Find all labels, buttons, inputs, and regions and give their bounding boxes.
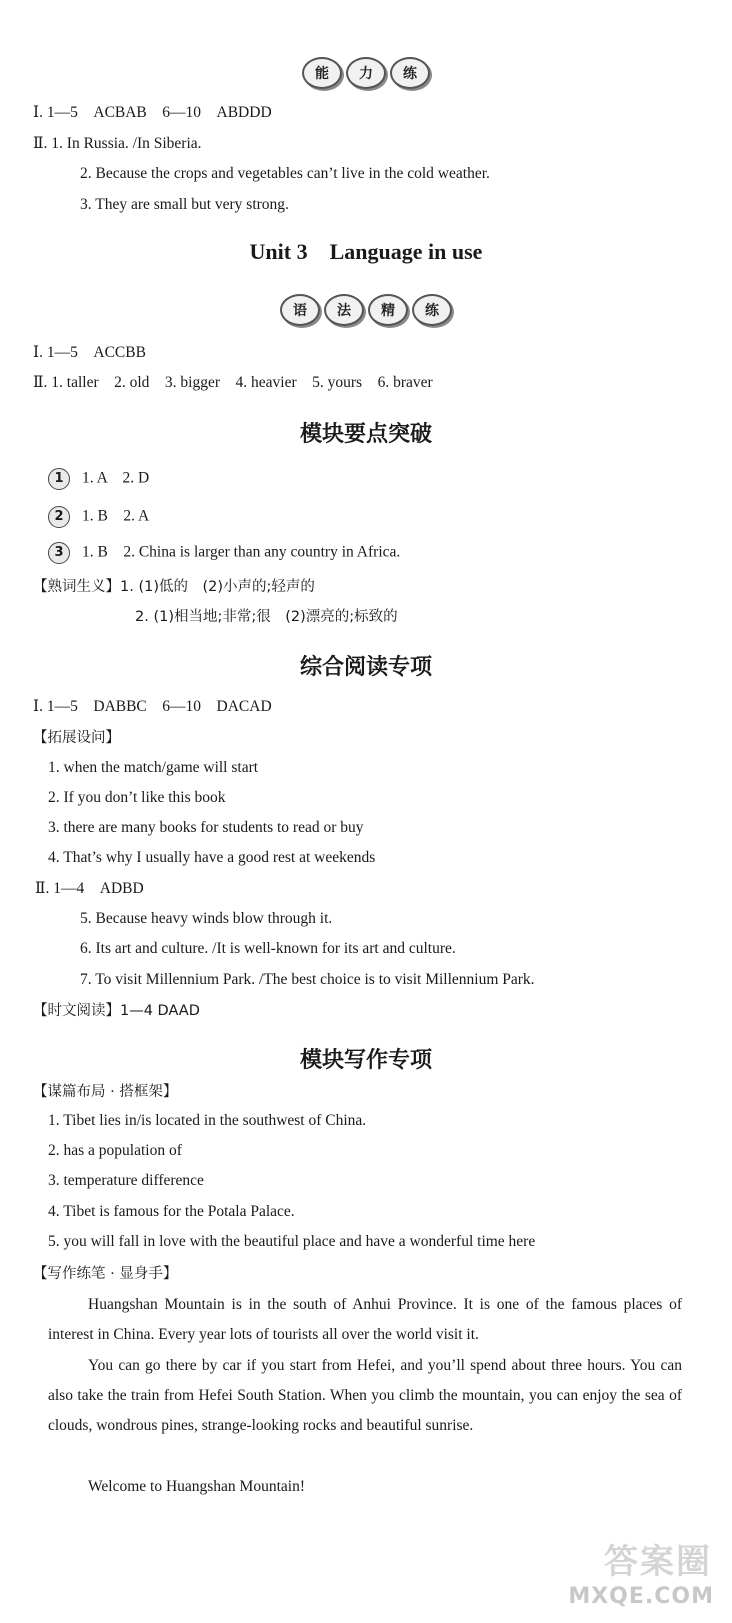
point-1-text: 1. A 2. D	[82, 469, 150, 487]
grammar-practice-header	[0, 294, 732, 326]
ability-line-3: 2. Because the crops and vegetables can’t live in the cold weather.	[80, 165, 490, 182]
unit-title: Unit 3 Language in use	[249, 239, 483, 264]
point-1	[48, 468, 149, 490]
vocab-label: 【熟词生义】	[33, 579, 120, 595]
frame-2: 2. has a population of	[48, 1142, 182, 1159]
essay-paragraph-2: You can go there by car if you start from Hefei, and you’ll spend about three hours. You can also take the train from Hefei South Station. When you climb the mountain, you can enjoy the sea of clouds, wondrous pines, strange-looking rocks and beautiful sunrise.	[48, 1357, 682, 1434]
point-3	[48, 542, 400, 564]
point-2-text: 1. B 2. A	[82, 507, 150, 525]
frame-3: 3. temperature difference	[48, 1172, 204, 1189]
reading-q6: 6. Its art and culture. /It is well-known for its art and culture.	[80, 940, 456, 957]
vocab-item-2: 2. (1)相当地;非常;很 (2)漂亮的;标致的	[135, 609, 398, 625]
frame-label: 【谋篇布局 · 搭框架】	[33, 1084, 178, 1100]
extension-q4: 4. That’s why I usually have a good rest at weekends	[48, 849, 376, 866]
watermark-logo-text: 答案圈	[604, 1542, 712, 1582]
grammar-badge-3: 精	[368, 294, 408, 326]
news-label: 【时文阅读】	[33, 1003, 120, 1019]
grammar-badge-4: 练	[412, 294, 452, 326]
ability-badge-2: 力	[346, 57, 386, 89]
extension-q1: 1. when the match/game will start	[48, 759, 259, 776]
grammar-line-1: Ⅰ. 1—5 ACCBB	[33, 344, 146, 361]
essay-paragraph-3: Welcome to Huangshan Mountain!	[88, 1478, 305, 1495]
frame-1: 1. Tibet lies in/is located in the southwest of China.	[48, 1112, 367, 1129]
grammar-badge-2: 法	[324, 294, 364, 326]
reading-q7: 7. To visit Millennium Park. /The best choice is to visit Millennium Park.	[80, 971, 535, 988]
extension-q3: 3. there are many books for students to read or buy	[48, 819, 364, 836]
module-points-title: 模块要点突破	[299, 421, 432, 447]
practice-label: 【写作练笔 · 显身手】	[33, 1266, 178, 1282]
circled-number-3: 3	[48, 542, 70, 564]
ability-line-2: Ⅱ. 1. In Russia. /In Siberia.	[33, 135, 202, 152]
ability-badge-3: 练	[390, 57, 430, 89]
ability-line-1: Ⅰ. 1—5 ACBAB 6—10 ABDDD	[33, 104, 272, 121]
circled-number-1: 1	[48, 468, 70, 490]
ability-practice-header	[0, 57, 732, 89]
vocab-line-1	[33, 577, 315, 597]
reading-q5: 5. Because heavy winds blow through it.	[80, 910, 333, 927]
extension-q2: 2. If you don’t like this book	[48, 789, 226, 806]
grammar-line-2: Ⅱ. 1. taller 2. old 3. bigger 4. heavier 5. yours 6. braver	[33, 374, 433, 391]
ability-badge-1: 能	[302, 57, 342, 89]
essay-paragraph-1: Huangshan Mountain is in the south of Anhui Province. It is one of the famous places of interest in China. Every year lots of tourists all over the world visit it.	[48, 1296, 682, 1343]
news-reading-line	[33, 1001, 200, 1021]
writing-title: 模块写作专项	[299, 1047, 432, 1073]
watermark-url: MXQE.COM	[568, 1584, 714, 1609]
vocab-item-1: 1. (1)低的 (2)小声的;轻声的	[120, 579, 315, 595]
frame-4: 4. Tibet is famous for the Potala Palace.	[48, 1203, 295, 1220]
reading-line-1: Ⅰ. 1—5 DABBC 6—10 DACAD	[33, 698, 272, 715]
frame-5: 5. you will fall in love with the beautiful place and have a wonderful time here	[48, 1233, 536, 1250]
watermark	[526, 1542, 726, 1617]
extension-label: 【拓展设问】	[33, 730, 120, 746]
news-answers: 1—4 DAAD	[120, 1003, 200, 1019]
point-2	[48, 506, 149, 528]
ability-line-4: 3. They are small but very strong.	[80, 196, 289, 213]
reading-line-2: Ⅱ. 1—4 ADBD	[35, 880, 144, 897]
grammar-badge-1: 语	[280, 294, 320, 326]
reading-title: 综合阅读专项	[299, 654, 432, 680]
point-3-text: 1. B 2. China is larger than any country in Africa.	[82, 543, 401, 561]
circled-number-2: 2	[48, 506, 70, 528]
